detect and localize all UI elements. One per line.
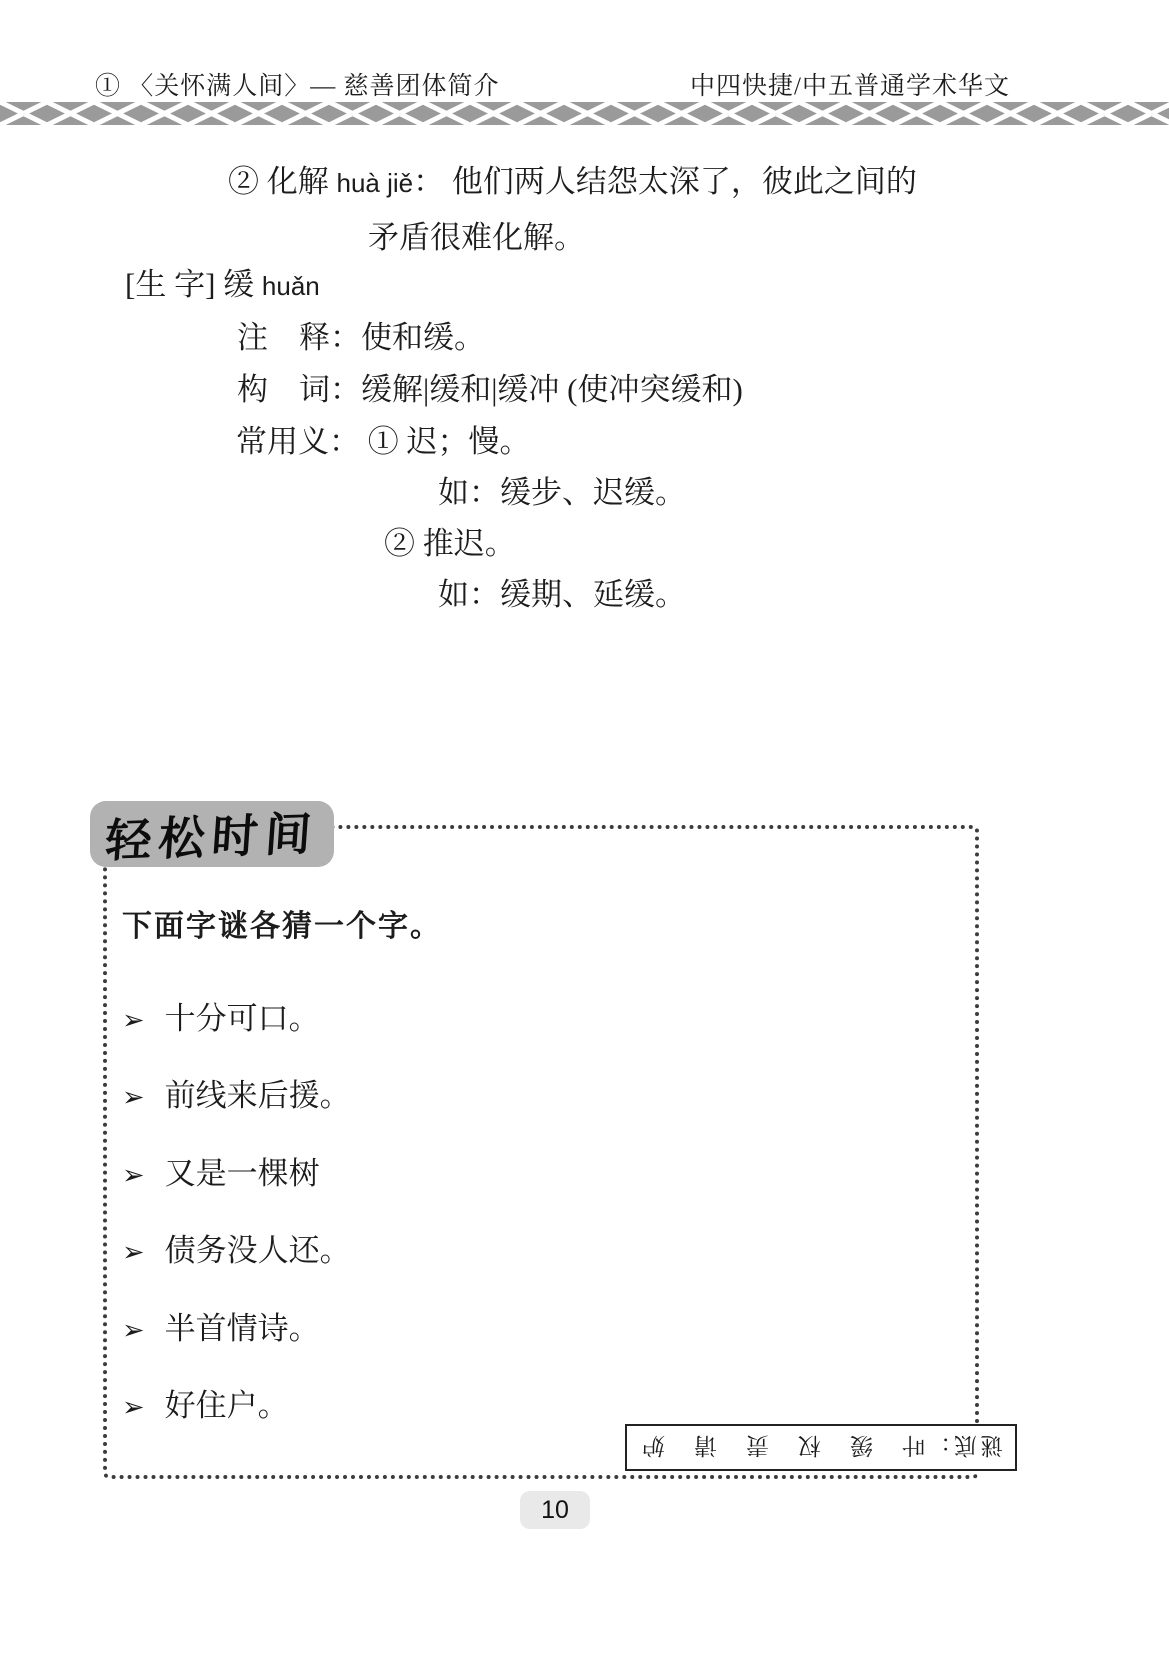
- riddle-text: 半首情诗。: [164, 1311, 320, 1346]
- new-word-line: [125, 266, 320, 305]
- meaning2-example-text: 缓期、延缓。: [500, 577, 686, 612]
- annotation-line: [237, 319, 485, 357]
- riddle-text: 前线来后援。: [164, 1078, 351, 1113]
- arrowhead-bullet-icon: ➢: [122, 1315, 145, 1345]
- meaning1-example-text: 缓步、迟缓。: [500, 475, 686, 510]
- riddle-item: [122, 1225, 351, 1270]
- definition-line-1: [228, 163, 917, 202]
- riddle-text: 债务没人还。: [164, 1233, 351, 1268]
- meaning1-example-label: 如：: [438, 475, 500, 510]
- meaning1-text: 迟；慢。: [406, 424, 531, 459]
- riddle-item: [122, 1303, 320, 1348]
- compound-line: [237, 371, 743, 409]
- arrowhead-bullet-icon: ➢: [122, 1392, 145, 1422]
- meanings-line: [236, 423, 531, 461]
- header-lesson-title: ① 〈关怀满人间〉— 慈善团体简介: [95, 73, 500, 100]
- decorative-band: [0, 102, 1169, 125]
- new-word-label: [生 字]: [125, 267, 216, 302]
- meaning2-example-label: 如：: [438, 577, 500, 612]
- meaning1-example-line: [438, 474, 686, 512]
- arrowhead-bullet-icon: ➢: [122, 1005, 145, 1035]
- riddle-intro: 下面字谜各猜一个字。: [122, 910, 442, 943]
- compound-label: 构 词：: [237, 372, 361, 407]
- meanings-label: 常用义：: [236, 424, 360, 459]
- answer-strip-text: 谜底：叶 缓 权 责 请 妒: [639, 1433, 1003, 1458]
- riddle-text: 十分可口。: [164, 1001, 320, 1036]
- arrowhead-bullet-icon: ➢: [122, 1082, 145, 1112]
- header-course-title: 中四快捷/中五普通学术华文: [690, 73, 1010, 100]
- meaning2-marker: ②: [384, 526, 415, 561]
- annotation-text: 使和缓。: [361, 320, 485, 355]
- meaning2-example-line: [438, 576, 686, 614]
- arrowhead-bullet-icon: ➢: [122, 1237, 145, 1267]
- riddle-text: 好住户。: [164, 1388, 289, 1423]
- definition-sentence-part1: 他们两人结怨太深了，彼此之间的: [451, 164, 917, 199]
- relax-time-badge: [90, 801, 334, 867]
- page-number: 10: [520, 1491, 590, 1529]
- definition-colon: ：: [413, 164, 445, 199]
- meaning2-line: [384, 525, 516, 563]
- riddle-item: [122, 1380, 289, 1425]
- riddle-item: [122, 1070, 351, 1115]
- upside-down-answer-strip: [625, 1424, 1017, 1471]
- definition-word: 化解: [266, 164, 329, 199]
- compound-text: 缓解|缓和|缓冲 (使冲突缓和): [361, 372, 743, 407]
- new-word-pinyin: huǎn: [261, 271, 320, 301]
- definition-sentence-part2: 矛盾很难化解。: [368, 220, 585, 255]
- new-word-character: 缓: [223, 267, 255, 302]
- riddle-text: 又是一棵树: [164, 1156, 320, 1191]
- definition-line-2: [368, 219, 585, 257]
- relax-time-title: 轻松时间: [103, 808, 320, 867]
- riddle-item: [122, 1148, 320, 1193]
- annotation-label: 注 释：: [237, 320, 361, 355]
- definition-pinyin: huà jiě: [336, 168, 414, 198]
- riddle-item: [122, 993, 320, 1038]
- meaning2-text: 推迟。: [422, 526, 516, 561]
- definition-marker: ②: [228, 164, 259, 199]
- meaning1-marker: ①: [367, 424, 399, 459]
- arrowhead-bullet-icon: ➢: [122, 1160, 145, 1190]
